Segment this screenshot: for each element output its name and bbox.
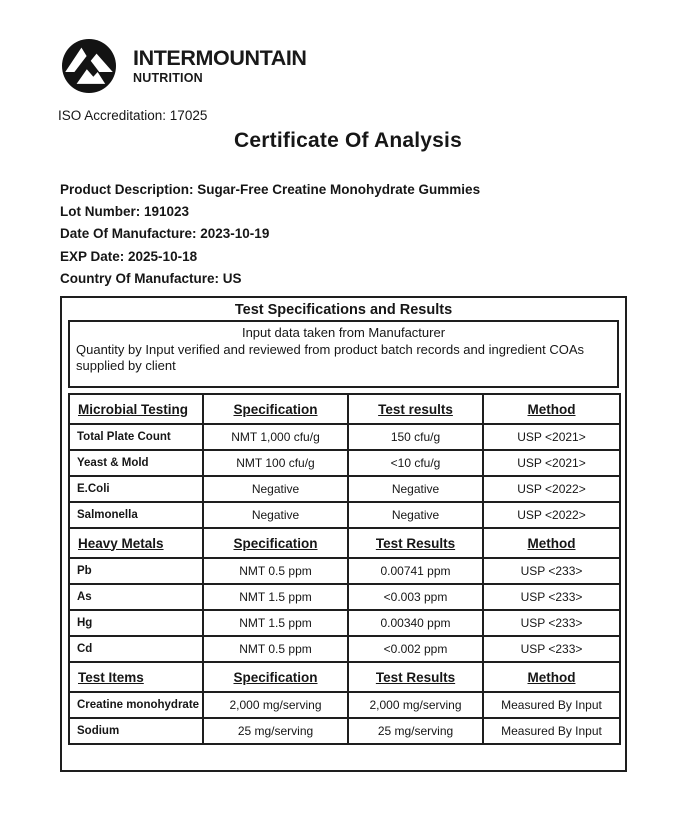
- section-header-cell: Test Results: [348, 528, 483, 558]
- test-name-cell: Pb: [69, 558, 203, 584]
- section-header-cell: Method: [483, 394, 620, 424]
- test-name-cell: Hg: [69, 610, 203, 636]
- table-cell: USP <233>: [483, 558, 620, 584]
- section-header-row: [69, 528, 620, 558]
- section-header-cell: Specification: [203, 662, 348, 692]
- table-cell: USP <233>: [483, 610, 620, 636]
- table-cell: Negative: [348, 502, 483, 528]
- table-cell: 0.00741 ppm: [348, 558, 483, 584]
- table-row: [69, 558, 620, 584]
- lot-number-line: Lot Number: 191023: [60, 204, 190, 220]
- logo-header: [62, 39, 307, 93]
- results-table-body: [69, 394, 620, 744]
- table-cell: <10 cfu/g: [348, 450, 483, 476]
- table-row: [69, 424, 620, 450]
- table-cell: NMT 1,000 cfu/g: [203, 424, 348, 450]
- table-row: [69, 636, 620, 662]
- section-header-cell: Method: [483, 662, 620, 692]
- section-header-cell: Test Results: [348, 662, 483, 692]
- country-line: Country Of Manufacture: US: [60, 270, 242, 286]
- table-cell: NMT 0.5 ppm: [203, 558, 348, 584]
- test-name-cell: Sodium: [69, 718, 203, 744]
- table-cell: USP <2022>: [483, 476, 620, 502]
- exp-date-line: EXP Date: 2025-10-18: [60, 248, 198, 264]
- table-cell: NMT 0.5 ppm: [203, 636, 348, 662]
- test-name-cell: As: [69, 584, 203, 610]
- table-cell: 25 mg/serving: [348, 718, 483, 744]
- section-header-cell: Specification: [203, 394, 348, 424]
- note-centered-line: Input data taken from Manufacturer: [241, 325, 446, 340]
- section-header-row: [69, 394, 620, 424]
- table-cell: USP <2021>: [483, 450, 620, 476]
- test-name-cell: Cd: [69, 636, 203, 662]
- table-cell: <0.003 ppm: [348, 584, 483, 610]
- test-name-cell: Total Plate Count: [69, 424, 203, 450]
- test-name-cell: Creatine monohydrate: [69, 692, 203, 718]
- table-row: [69, 476, 620, 502]
- section-header-row: [69, 662, 620, 692]
- table-cell: Negative: [348, 476, 483, 502]
- table-cell: Negative: [203, 476, 348, 502]
- table-cell: USP <233>: [483, 584, 620, 610]
- section-header-cell: Test results: [348, 394, 483, 424]
- table-row: [69, 692, 620, 718]
- results-box: [60, 296, 627, 772]
- section-header-cell: Specification: [203, 528, 348, 558]
- brand-name-secondary: NUTRITION: [133, 71, 203, 86]
- table-row: [69, 584, 620, 610]
- note-body-text: Quantity by Input verified and reviewed from product batch records and ingredient COAs supplied by client: [76, 341, 584, 373]
- table-row: [69, 502, 620, 528]
- table-row: [69, 718, 620, 744]
- test-name-cell: E.Coli: [69, 476, 203, 502]
- table-cell: USP <2022>: [483, 502, 620, 528]
- mountain-logo-icon: [62, 39, 116, 93]
- manufacturer-note-box: [68, 320, 619, 388]
- section-header-cell: Microbial Testing: [69, 394, 203, 424]
- table-cell: 150 cfu/g: [348, 424, 483, 450]
- brand-name: [133, 47, 307, 86]
- product-info-block: [60, 179, 480, 290]
- table-cell: Measured By Input: [483, 692, 620, 718]
- test-name-cell: Salmonella: [69, 502, 203, 528]
- table-cell: 2,000 mg/serving: [348, 692, 483, 718]
- table-cell: 2,000 mg/serving: [203, 692, 348, 718]
- brand-name-primary: INTERMOUNTAIN: [133, 45, 307, 70]
- table-cell: NMT 100 cfu/g: [203, 450, 348, 476]
- manufacture-date-line: Date Of Manufacture: 2023-10-19: [60, 226, 270, 242]
- table-row: [69, 450, 620, 476]
- table-row: [69, 610, 620, 636]
- table-cell: 25 mg/serving: [203, 718, 348, 744]
- table-cell: <0.002 ppm: [348, 636, 483, 662]
- table-cell: Measured By Input: [483, 718, 620, 744]
- results-table: [68, 393, 621, 745]
- table-cell: 0.00340 ppm: [348, 610, 483, 636]
- product-description-line: Product Description: Sugar-Free Creatine Monohydrate Gummies: [60, 182, 481, 197]
- page-title: Certificate Of Analysis: [234, 129, 462, 152]
- table-cell: USP <233>: [483, 636, 620, 662]
- table-cell: USP <2021>: [483, 424, 620, 450]
- test-name-cell: Yeast & Mold: [69, 450, 203, 476]
- section-header-cell: Method: [483, 528, 620, 558]
- section-header-cell: Heavy Metals: [69, 528, 203, 558]
- table-cell: NMT 1.5 ppm: [203, 584, 348, 610]
- iso-accreditation-line: ISO Accreditation: 17025: [58, 108, 208, 123]
- results-box-title: Test Specifications and Results: [234, 302, 453, 318]
- table-cell: Negative: [203, 502, 348, 528]
- section-header-cell: Test Items: [69, 662, 203, 692]
- table-cell: NMT 1.5 ppm: [203, 610, 348, 636]
